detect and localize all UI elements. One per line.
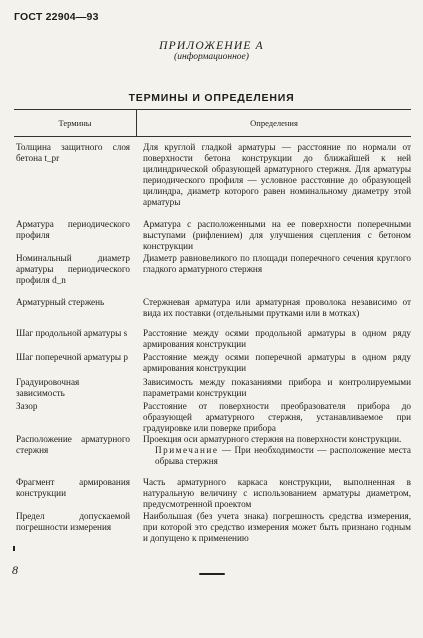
note-text: — При необходимости — расположение места обрыва стержня bbox=[155, 445, 411, 466]
definition-cell: Для круглой гладкой арматуры — расстояние по нормали от поверхности бетона конструкции до ближайшей к ней цилиндрической образующей арматурного стержня. Для арматуры периодического профиля — условное расстояние до образующей цилиндра, диаметр которого равен номинальному диаметру этой арматуры bbox=[143, 142, 411, 207]
table-header-bottom-rule bbox=[14, 136, 411, 137]
definition-text: Проекция оси арматурного стержня на поверхности конструкции. bbox=[143, 434, 402, 444]
column-header-definitions: Определения bbox=[250, 118, 298, 128]
section-title: ТЕРМИНЫ И ОПРЕДЕЛЕНИЯ bbox=[128, 92, 295, 104]
definition-cell: Расстояние между осями продольной арматуры в одном ряду армирования конструкции bbox=[143, 328, 411, 349]
appendix-title: ПРИЛОЖЕНИЕ А bbox=[159, 40, 264, 52]
definition-cell: Стержневая арматура или арматурная проволока независимо от вида их поставки (отдельными прутками или в мотках) bbox=[143, 297, 411, 318]
table-top-rule bbox=[14, 109, 411, 110]
term-cell: Фрагмент армирования конструкции bbox=[16, 477, 130, 498]
appendix-note: (информационное) bbox=[174, 52, 249, 62]
term-cell: Градуировочная зависимость bbox=[16, 377, 80, 398]
definition-cell: Расстояние от поверхности преобразователя прибора до образующей арматурного стержня, устанавливаемое при градуировке или поверке прибора bbox=[143, 401, 411, 433]
standard-number: ГОСТ 22904—93 bbox=[14, 11, 99, 23]
term-cell: Номинальный диаметр арматуры периодического профиля d_n bbox=[16, 253, 130, 285]
term-cell: Арматурный стержень bbox=[16, 297, 105, 307]
note-label: Примечание bbox=[155, 445, 219, 455]
definition-cell: Диаметр равновеликого по площади поперечного сечения круглого гладкого арматурного стержня bbox=[143, 253, 411, 274]
term-cell: Толщина защитного слоя бетона t_pr bbox=[16, 142, 130, 163]
definition-cell: Арматура с расположенными на ее поверхности поперечными выступами (рифлением) для улучшения сцепления с бетоном конструкции bbox=[143, 219, 411, 251]
footer-dash-mark bbox=[199, 573, 225, 575]
term-cell: Шаг продольной арматуры s bbox=[16, 328, 128, 338]
definition-cell: Зависимость между показаниями прибора и контролируемыми параметрами конструкции bbox=[143, 377, 411, 398]
term-cell: Шаг поперечной арматуры p bbox=[16, 352, 128, 362]
definition-cell: Часть арматурного каркаса конструкции, выполненная в натуральную величину с использованием арматуры диаметром, предусмотренной проектом bbox=[143, 477, 411, 509]
definition-cell: Расстояние между осями поперечной арматуры в одном ряду армирования конструкции bbox=[143, 352, 411, 373]
margin-tick-mark bbox=[13, 546, 15, 551]
term-cell: Предел допускаемой погрешности измерения bbox=[16, 511, 130, 532]
definition-cell: Наибольшая (без учета знака) погрешность средства измерения, при которой это средство измерения может быть признано годным и допущено к применению bbox=[143, 511, 411, 543]
term-cell: Зазор bbox=[16, 401, 38, 411]
column-header-terms: Термины bbox=[58, 118, 92, 128]
term-cell: Арматура периодического профиля bbox=[16, 219, 130, 240]
definition-cell bbox=[143, 434, 411, 467]
term-cell: Расположение арматурного стержня bbox=[16, 434, 130, 455]
definition-note bbox=[143, 445, 411, 467]
page-number: 8 bbox=[12, 563, 18, 577]
